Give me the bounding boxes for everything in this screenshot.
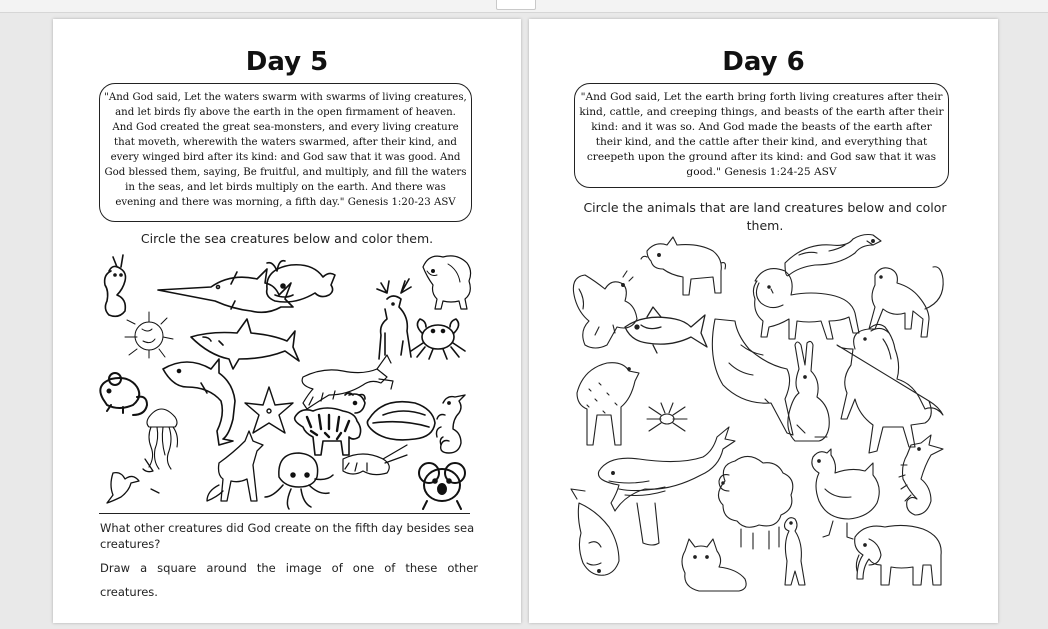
toolbar-tab[interactable]: [496, 0, 536, 10]
hen-image: [812, 449, 879, 539]
day-5-verse-box: "And God said, Let the waters swarm with swarms of living creatures, and let birds fly above the earth in the open firmament of heaven. And God created the great sea-monsters, and every living creature that moveth, wherewith the waters swarmed, after their kind, and every winged bird after its kind: and God saw that it was good. And God blessed them, saying, Be fruitful, and multiply, and fill the waters in the seas, and let birds multiply on the earth. And there was evening and there was morning, a fifth day." Genesis 1:20-23 ASV: [99, 83, 472, 222]
lion-image: [753, 269, 859, 339]
page-day-6: [529, 19, 998, 623]
shrimp-image: [343, 445, 407, 475]
rabbit-image: [788, 341, 829, 441]
jellyfish-image: [147, 409, 178, 469]
swordfish-image: [158, 269, 293, 312]
dolphin-image: [163, 359, 235, 445]
hyena-image: [577, 363, 639, 445]
seahorse-6-image: [899, 435, 943, 515]
day-5-question: What other creatures did God create on the fifth day besides sea creatures?: [100, 521, 475, 551]
day-6-instruction: Circle the animals that are land creatures below and color them.: [583, 200, 947, 233]
sheep-image: [718, 456, 792, 549]
octopus-image: [265, 453, 333, 509]
spider-image: [647, 403, 687, 431]
day-6-animal-illustrations: [529, 19, 998, 623]
day-5-task-line-2: creatures.: [100, 585, 158, 599]
pig-image: [641, 237, 726, 295]
tuna-image: [625, 307, 707, 353]
day-5-title: Day 5: [245, 47, 329, 77]
day-5-instruction: Circle the sea creatures below and color them.: [140, 231, 434, 246]
fox-image: [207, 431, 263, 501]
day-6-verse-box: "And God said, Let the earth bring forth living creatures after their kind, cattle, and creeping things, and beasts of the earth after their kind: and it was so. And God made the beasts of the earth after their kind, and the cattle after their kind, and everything that creepeth upon the ground after its kind: and God saw that it was good." Genesis 1:24-25 ASV: [574, 83, 949, 188]
page-day-5: [53, 19, 521, 623]
polar-bear-image: [423, 256, 471, 309]
mouse-image: [100, 373, 147, 415]
day-6-title: Day 6: [722, 47, 805, 77]
lobster-image: [302, 355, 393, 409]
elephant-image: [855, 525, 942, 585]
whale-cartoon-image: [267, 261, 335, 302]
squirrel-image: [573, 271, 637, 348]
mussel-image: [367, 402, 435, 440]
manta-ray-image: [712, 319, 793, 435]
birds-image: [107, 459, 159, 503]
starfish-image: [245, 387, 293, 433]
deer-image: [377, 279, 411, 359]
koala-image: [419, 463, 465, 509]
day-5-task-line-1: Draw a square around the image of one of these other: [100, 561, 478, 575]
crab-image: [411, 319, 465, 359]
sea-urchin-image: [125, 312, 173, 358]
monkey-image: [869, 267, 943, 337]
persian-cat-image: [682, 539, 746, 591]
meerkat-image: [785, 518, 806, 585]
divider-line: [99, 513, 470, 514]
tiger-image: [295, 393, 365, 455]
shark-image: [191, 319, 299, 369]
viewer-toolbar: [0, 0, 1048, 13]
horse-image: [837, 324, 943, 453]
eel-image: [785, 235, 881, 276]
seahorse-image: [437, 395, 466, 453]
cat-image: [105, 255, 126, 316]
